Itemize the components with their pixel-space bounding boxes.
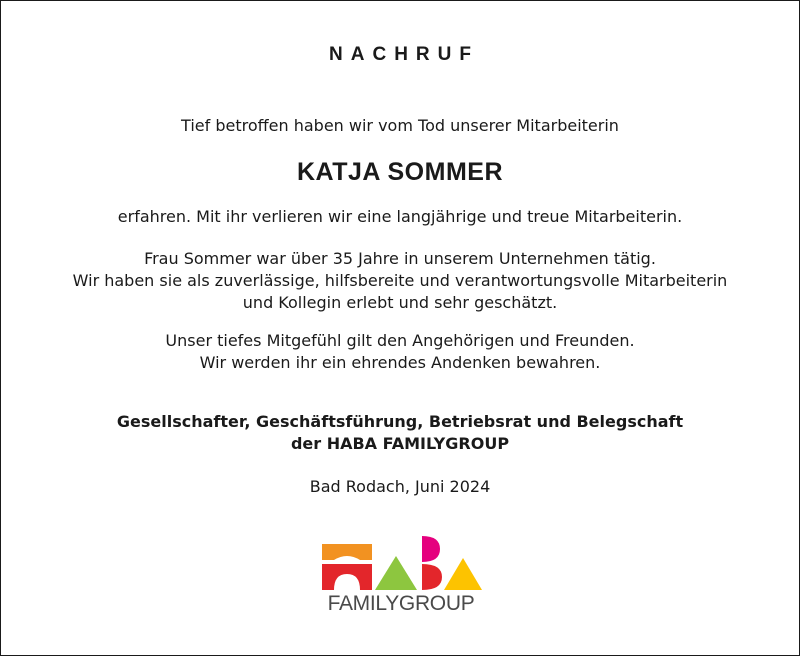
signature-line: der HABA FAMILYGROUP <box>290 434 510 453</box>
place-date: Bad Rodach, Juni 2024 <box>309 477 491 496</box>
haba-familygroup-logo <box>318 534 484 624</box>
logo-wordmark: FAMILYGROUP <box>327 592 475 615</box>
notice-heading: NACHRUF <box>329 44 479 65</box>
paragraph-2-line: Wir haben sie als zuverlässige, hilfsbereite und verantwortungsvolle Mitarbeiterin <box>72 271 728 290</box>
logo-a2-triangle <box>444 558 482 590</box>
paragraph-2 <box>0 248 800 314</box>
deceased-name: KATJA SOMMER <box>297 158 503 186</box>
haba-logo-mark <box>318 534 484 592</box>
logo-b-lower <box>422 564 442 590</box>
intro-text: Tief betroffen haben wir vom Tod unserer Mitarbeiterin <box>181 116 619 135</box>
signature <box>0 411 800 455</box>
paragraph-2-line: Frau Sommer war über 35 Jahre in unserem Unternehmen tätig. <box>144 249 656 268</box>
paragraph-3-line: Unser tiefes Mitgefühl gilt den Angehörigen und Freunden. <box>165 331 635 350</box>
paragraph-3 <box>0 330 800 374</box>
paragraph-1: erfahren. Mit ihr verlieren wir eine langjährige und treue Mitarbeiterin. <box>117 207 683 226</box>
logo-b-upper <box>422 536 440 562</box>
logo-h-bottom-arch <box>322 564 372 590</box>
logo-h-top-block <box>322 544 372 560</box>
paragraph-3-line: Wir werden ihr ein ehrendes Andenken bewahren. <box>199 353 601 372</box>
signature-line: Gesellschafter, Geschäftsführung, Betriebsrat und Belegschaft <box>116 412 684 431</box>
paragraph-2-line: und Kollegin erlebt und sehr geschätzt. <box>242 293 558 312</box>
logo-a-triangle <box>375 556 417 590</box>
